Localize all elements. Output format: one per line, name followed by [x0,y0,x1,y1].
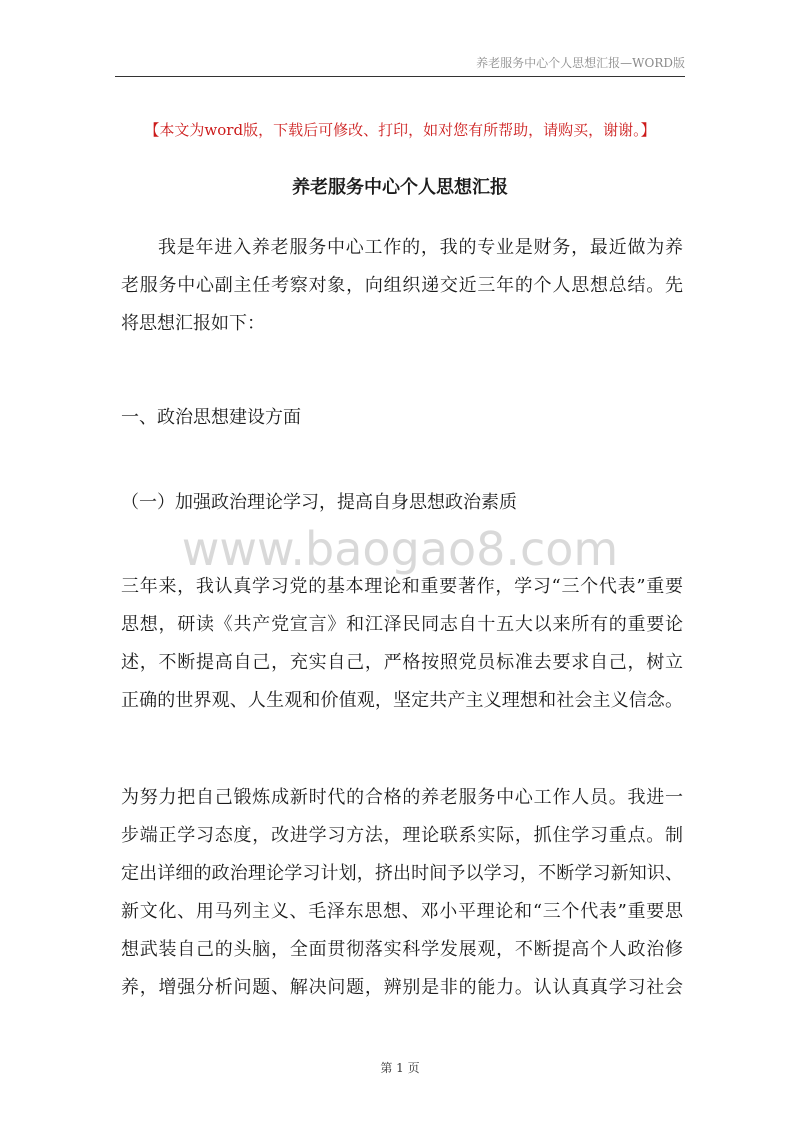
heading-text: （一）加强政治理论学习，提高自身思想政治素质 [121,492,517,513]
page-number: 第 1 页 [380,1061,420,1075]
paragraph-line: 步端正学习态度，改进学习方法，理论联系实际，抓住学习重点。制 [121,825,683,846]
paragraph-line: 老服务中心副主任考察对象，向组织递交近三年的个人思想总结。先 [121,275,683,296]
paragraph-line: 述，不断提高自己，充实自己，严格按照党员标准去要求自己，树立 [121,652,683,673]
section-heading-1 [121,399,683,437]
header-rule [115,76,685,77]
running-header: 养老服务中心个人思想汇报—WORD版 [476,56,685,70]
intro-paragraph [121,229,683,343]
paragraph-line: 将思想汇报如下： [121,313,265,334]
watermark: www.baogao8.com [181,522,619,576]
paragraph-line: 思想，研读《共产党宣言》和江泽民同志自十五大以来所有的重要论 [121,614,683,635]
document-title: 养老服务中心个人思想汇报 [292,177,508,198]
paragraph-line: 养，增强分析问题、解决问题，辨别是非的能力。认认真真学习社会 [121,977,683,998]
paragraph-line: 为努力把自己锻炼成新时代的合格的养老服务中心工作人员。我进一 [121,787,683,808]
paragraph-line: 定出详细的政治理论学习计划，挤出时间予以学习，不断学习新知识、 [121,863,683,884]
download-notice: 【本文为word版，下载后可修改、打印，如对您有所帮助，请购买，谢谢。】 [144,121,656,139]
heading-text: 一、政治思想建设方面 [121,407,301,428]
paragraph-line: 新文化、用马列主义、毛泽东思想、邓小平理论和“三个代表”重要思 [121,901,683,922]
paragraph-1 [121,568,683,720]
paragraph-2 [121,779,683,1007]
paragraph-line: 正确的世界观、人生观和价值观，坚定共产主义理想和社会主义信念。 [121,690,683,711]
paragraph-line: 三年来，我认真学习党的基本理论和重要著作，学习“三个代表”重要 [121,576,683,597]
section-heading-2 [121,484,683,522]
paragraph-line: 想武装自己的头脑，全面贯彻落实科学发展观，不断提高个人政治修 [121,939,683,960]
paragraph-line: 我是年进入养老服务中心工作的，我的专业是财务，最近做为养 [158,237,683,258]
